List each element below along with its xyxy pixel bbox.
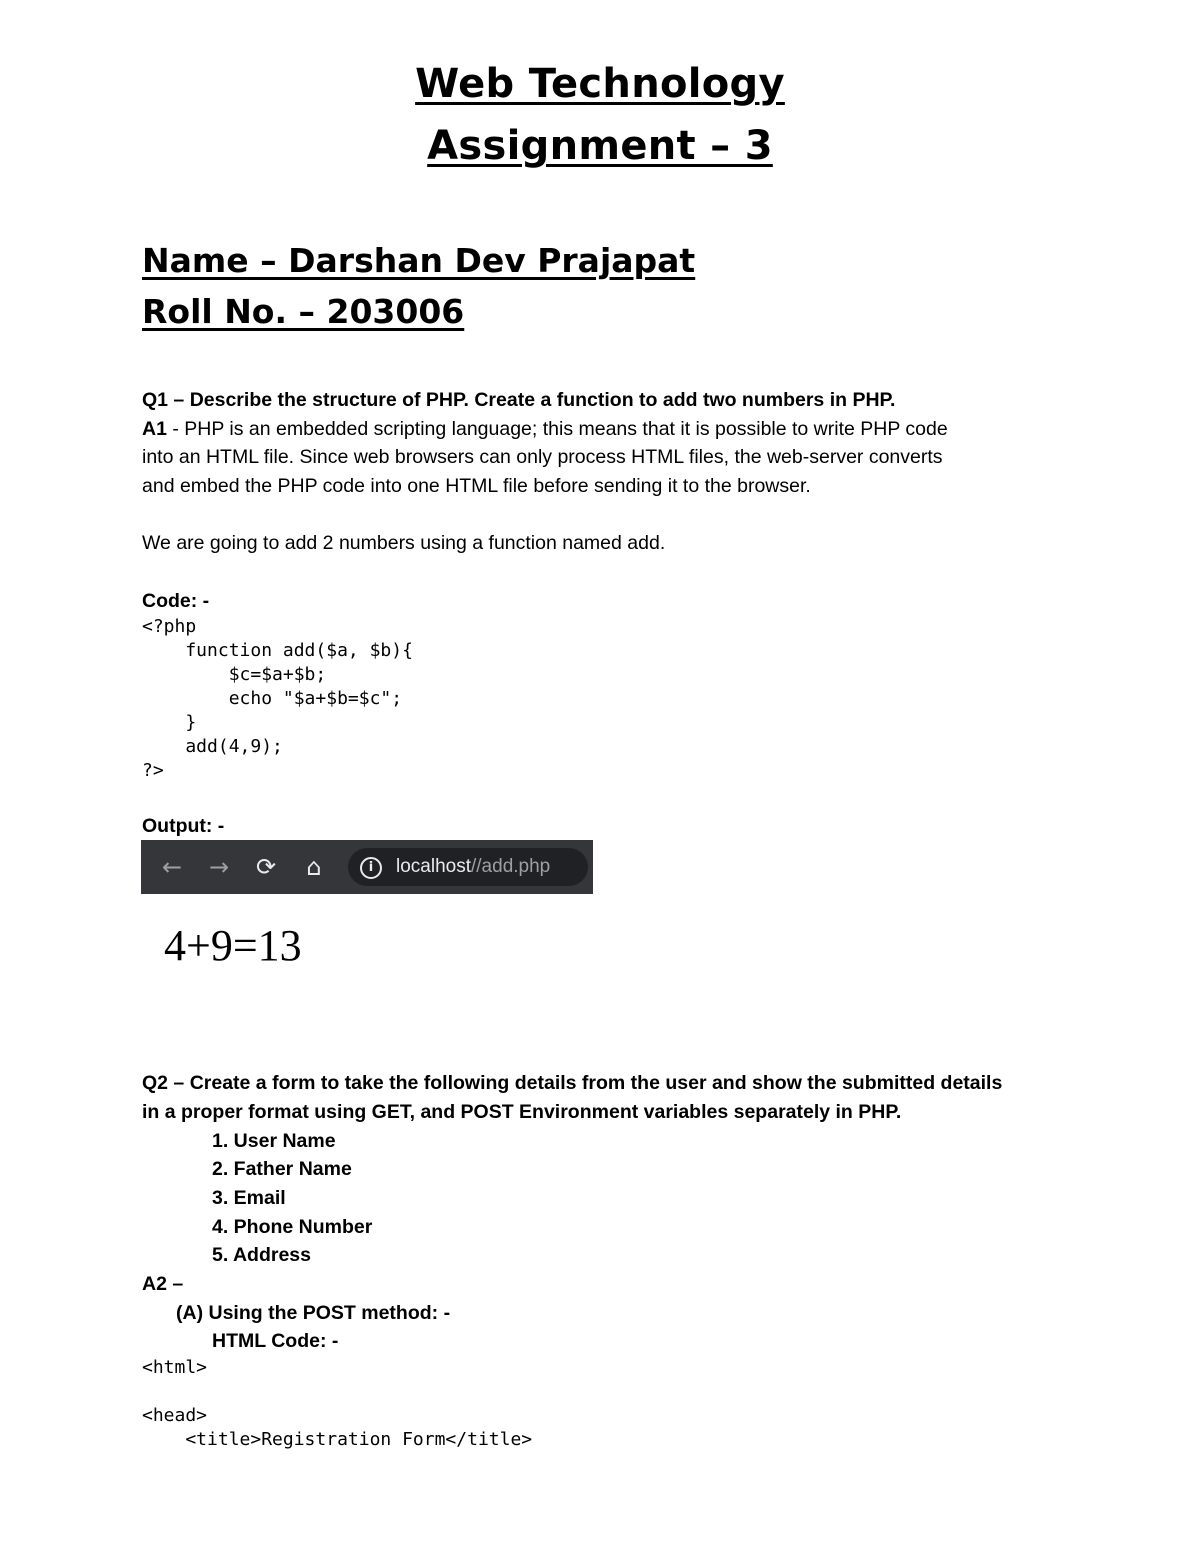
q2-method-label: (A) Using the POST method: - [176, 1302, 451, 1324]
browser-toolbar [141, 840, 593, 894]
list-item: 3. Email [212, 1187, 286, 1209]
info-icon[interactable]: i [360, 857, 382, 879]
list-item: 1. User Name [212, 1130, 336, 1152]
q2-question-line-2: in a proper format using GET, and POST Environment variables separately in PHP. [142, 1101, 902, 1123]
q1-output-label: Output: - [142, 815, 225, 837]
q1-question: Q1 – Describe the structure of PHP. Create a function to add two numbers in PHP. [142, 389, 896, 411]
q1-answer-line-2: into an HTML file. Since web browsers can only process HTML files, the web-server converts [142, 446, 943, 468]
list-item: 4. Phone Number [212, 1216, 373, 1238]
q2-question-line-1: Q2 – Create a form to take the following details from the user and show the submitted details [142, 1072, 1003, 1094]
q1-intro: We are going to add 2 numbers using a function named add. [142, 532, 666, 554]
list-item: 5. Address [212, 1244, 311, 1266]
list-item: 2. Father Name [212, 1158, 352, 1180]
document-title [0, 60, 1200, 108]
forward-arrow-icon[interactable]: → [208, 853, 230, 881]
title-line-1: Web Technology [415, 61, 785, 107]
q1-answer-line-1 [142, 415, 1072, 444]
q2-html-code-label: HTML Code: - [212, 1330, 339, 1352]
q1-code-block: <?php function add($a, $b){ $c=$a+$b; echo "$a+$b=$c"; } add(4,9); ?> [142, 616, 413, 781]
back-arrow-icon[interactable]: ← [161, 853, 183, 881]
php-output: 4+9=13 [164, 921, 302, 970]
title-line-2: Assignment – 3 [427, 123, 773, 169]
student-roll: Roll No. – 203006 [142, 292, 465, 331]
url-path: //add.php [471, 856, 551, 877]
address-url [396, 855, 550, 879]
document-subtitle [0, 122, 1200, 170]
address-bar[interactable] [348, 848, 588, 886]
url-host: localhost [396, 856, 471, 877]
reload-icon[interactable]: ⟳ [255, 853, 277, 881]
q1-code-label: Code: - [142, 590, 210, 612]
q1-answer-text-1: - PHP is an embedded scripting language; this means that it is possible to write PHP code [166, 418, 948, 440]
q1-answer-line-3: and embed the PHP code into one HTML file before sending it to the browser. [142, 475, 811, 497]
q2-code-block: <html> <head> <title>Registration Form</title> [142, 1357, 533, 1450]
student-name: Name – Darshan Dev Prajapat [142, 241, 696, 280]
q1-answer-label: A1 [142, 418, 167, 440]
home-icon[interactable]: ⌂ [306, 853, 322, 881]
q2-answer-label: A2 – [142, 1273, 184, 1295]
